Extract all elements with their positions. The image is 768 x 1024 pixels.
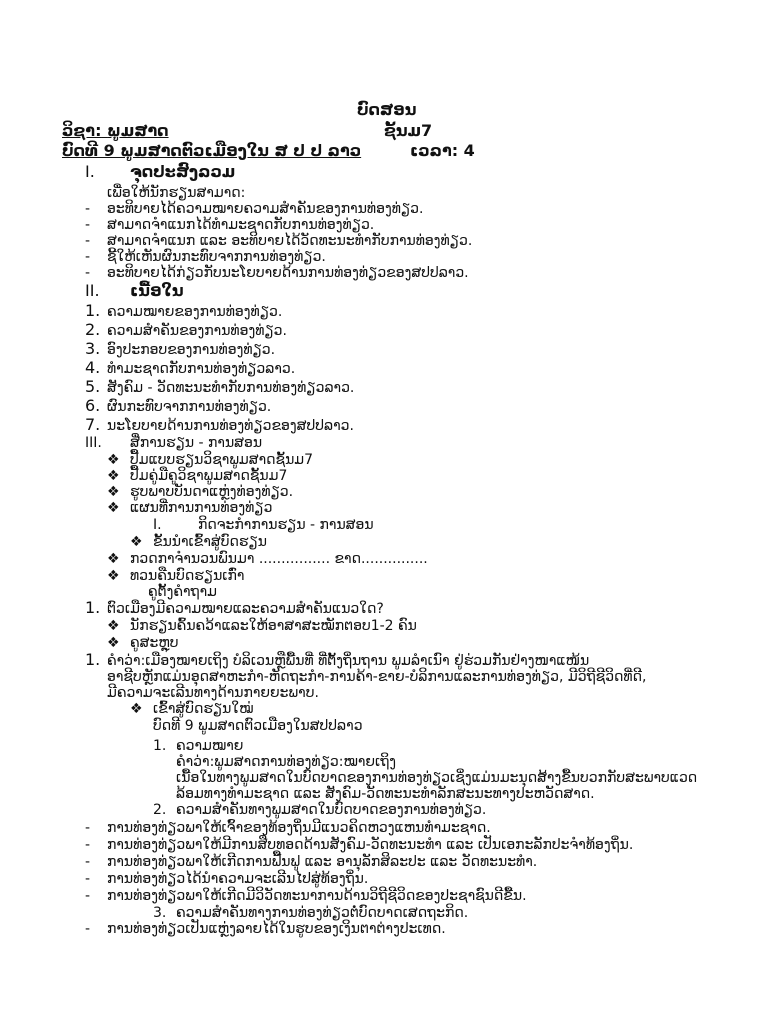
- importance-item: ການທ່ອງທ່ຽວໄດ້ນຳຄວາມຈະເລີນໄປສູ່ທ້ອງຖິ່ນ.: [107, 871, 369, 887]
- subsection-number: 2.: [153, 802, 167, 818]
- diamond-bullet-icon: ❖: [107, 568, 120, 584]
- dash-marker: -: [85, 871, 91, 887]
- step-intro: ຂັ້ນນຳເຂົ້າສູ່ບົດຮຽນ: [153, 534, 267, 550]
- subsection-number: 1.: [153, 738, 167, 754]
- objective-item: ສາມາດຈຳແນກໄດ້ທຳມະຊາດກັບການທ່ອງທ່ຽວ.: [107, 217, 375, 233]
- content-item-number: 7.: [85, 415, 101, 434]
- lesson-title: ບົດທີ 9 ພູມສາດຕົວເມືອງໃນ ສ ປ ປ ລາວ: [62, 141, 362, 160]
- diamond-bullet-icon: ❖: [130, 701, 143, 717]
- diamond-bullet-icon: ❖: [107, 500, 120, 516]
- content-item-number: 1.: [85, 301, 101, 320]
- review-lesson: ທວນຄືນບົດຮຽນເກົ່າ: [130, 568, 245, 584]
- diamond-bullet-icon: ❖: [107, 618, 120, 634]
- section-3-title: ສື່ການຮຽນ - ການສອນ: [130, 435, 263, 451]
- content-item-text: ອົງປະກອບຂອງການທ່ອງທ່ຽວ.: [107, 342, 276, 358]
- dash-marker: -: [85, 201, 91, 217]
- document-heading: ບົດສອນ: [357, 100, 417, 119]
- content-item-number: 2.: [85, 320, 101, 339]
- question-heading: ຄູຕັ້ງຄຳຖາມ: [148, 584, 217, 600]
- answer-line: ອາຊີບຫຼັກແມ່ນອຸດສາຫະກຳ-ຫັດຖະກຳ-ການຄ້າ-ຂາຍ-ບໍລິການແລະການທ່ອງທ່ຽວ, ມີວິຖີຊີວິດທີ່ດີ,: [107, 669, 647, 685]
- subsection-title: ຄວາມສຳຄັນທາງພູມສາດໃນບົດບາດຂອງການທ່ອງທ່ຽວ.: [176, 802, 487, 818]
- dash-marker: -: [85, 888, 91, 904]
- content-item-number: 3.: [85, 339, 101, 358]
- definition-line: ລ້ອມທາງທຳມະຊາດ ແລະ ສັງຄົມ-ວັດທະນະທຳລັກສະນະທາງປະຫວັດສາດ.: [176, 786, 595, 802]
- answer-line: ມີຄວາມຈະເລີນທາງດ້ານກາຍຍະພາບ.: [107, 685, 319, 701]
- content-item-number: 5.: [85, 377, 101, 396]
- content-item-text: ນະໂຍບາຍດ້ານການທ່ອງທ່ຽວຂອງສປປລາວ.: [107, 418, 354, 434]
- activities-title: ກິດຈະກຳການຮຽນ - ການສອນ: [198, 517, 374, 533]
- new-lesson-title: ບົດທີ 9 ພູມສາດຕົວເມືອງໃນສປປລາວ: [153, 718, 363, 734]
- question-text: ຕົວເມືອງມີຄວາມໝາຍແລະຄວາມສຳຄັນແນວໃດ?: [107, 601, 384, 617]
- subject-value: ພູມສາດ: [107, 121, 169, 140]
- diamond-bullet-icon: ❖: [107, 484, 120, 500]
- objective-item: ຊີ້ໃຫ້ເຫັນຜົນກະທົບຈາກການທ່ອງທ່ຽວ.: [107, 249, 326, 265]
- content-item-text: ຄວາມໝາຍຂອງການທ່ອງທ່ຽວ.: [107, 304, 283, 320]
- content-item-text: ຄວາມສຳຄັນຂອງການທ່ອງທ່ຽວ.: [107, 323, 287, 339]
- lesson-time: ເວລາ: 4: [410, 141, 475, 160]
- objective-item: ອະທິບາຍໄດ້ກ່ຽວກັບນະໂຍບາຍດ້ານການທ່ອງທ່ຽວຂອງສປປລາວ.: [107, 265, 469, 281]
- answer-line: ຄຳວ່າ:ເມືອງໝາຍເຖິງ ບໍລິເວນຫຼືພື້ນທີ່ ທີ່ຕັ້ງຖິ່ນຖານ ພູມລຳເນົາ ຢູ່ຮ່ວມກັນຢ່າງໜາແໜ້ນ: [107, 653, 590, 669]
- section-1-title: ຈຸດປະສົງລວມ: [130, 162, 236, 181]
- activities-number: I.: [153, 517, 162, 533]
- diamond-bullet-icon: ❖: [107, 468, 120, 484]
- answer-number: 1.: [85, 650, 101, 669]
- objective-item: ອະທິບາຍໄດ້ຄວາມໝາຍຄວາມສຳຄັນຂອງການທ່ອງທ່ຽວ.: [107, 201, 424, 217]
- importance-item: ການທ່ອງທ່ຽວພາໃຫ້ມີການສືບທອດດ້ານສັງຄົມ-ວັດທະນະທຳ ແລະ ເປັນເອກະລັກປະຈຳທ້ອງຖິ່ນ.: [107, 837, 634, 853]
- content-item-text: ທຳມະຊາດກັບການທ່ອງທ່ຽວລາວ.: [107, 361, 296, 377]
- content-item-number: 4.: [85, 358, 101, 377]
- question-instruction: ນັກຮຽນຄົ້ນຄວ້າແລະໃຫ້ອາສາສະໝັກຕອບ1-2 ຄົນ: [130, 618, 417, 634]
- section-2-title: ເນື້ອໃນ: [130, 281, 184, 300]
- dash-marker: -: [85, 265, 91, 281]
- subsection-number: 3.: [153, 905, 167, 921]
- subsection-title: ຄວາມໝາຍ: [176, 738, 244, 754]
- subsection-title: ຄວາມສຳຄັນທາງການທ່ອງທ່ຽວຕໍ່ບົດບາດເສດຖະກິດ.: [176, 905, 469, 921]
- diamond-bullet-icon: ❖: [107, 452, 120, 468]
- question-number: 1.: [85, 598, 101, 617]
- definition-line: ຄຳວ່າ:ພູມສາດການທ່ອງທ່ຽວ:ໝາຍເຖິງ: [176, 754, 397, 770]
- subject-label: ວິຊາ:: [62, 121, 102, 140]
- material-item: ແຜນທີ່ການການທ່ອງທ່ຽວ: [130, 500, 273, 516]
- attendance-check: ກວດກາຈຳນວນພົນມາ ................ ຂາດ...............: [130, 551, 428, 567]
- section-3-number: III.: [85, 435, 102, 451]
- economic-item: ການທ່ອງທ່ຽວເປັນແຫຼ່ງລາຍໄດ້ໃນຮູບຂອງເງິນຕາຕ່າງປະເທດ.: [107, 921, 446, 937]
- content-item-text: ຜົນກະທົບຈາກການທ່ອງທ່ຽວ.: [107, 399, 272, 415]
- dash-marker: -: [85, 249, 91, 265]
- grade: ຊັ້ນມ7: [384, 121, 433, 140]
- objective-item: ສາມາດຈຳແນກ ແລະ ອະທິບາຍໄດ້ວັດທະນະທຳກັບການທ່ອງທ່ຽວ.: [107, 233, 473, 249]
- subject-line: [62, 122, 169, 140]
- section-1-number: I.: [85, 162, 95, 181]
- diamond-bullet-icon: ❖: [107, 551, 120, 567]
- material-item: ປື້ມແບບຮຽນວິຊາພູມສາດຊັ້ນມ7: [130, 452, 314, 468]
- section-1-intro: ເພື່ອໃຫ້ນັກຮຽນສາມາດ:: [107, 185, 246, 201]
- importance-item: ການທ່ອງທ່ຽວພາໃຫ້ເຈົ້າຂອງທ້ອງຖິ່ນມີແນວຄິດຫວງແຫນທຳມະຊາດ.: [107, 820, 491, 836]
- dash-marker: -: [85, 837, 91, 853]
- importance-item: ການທ່ອງທ່ຽວພາໃຫ້ເກີດມີວິວັດທະນາການດ້ານວິຖີຊີວິດຂອງປະຊາຊົນດີຂື້ນ.: [107, 888, 527, 904]
- material-item: ປື້ມຄູ່ມືຄູວິຊາພູມສາດຊັ້ນມ7: [130, 468, 288, 484]
- section-2-number: II.: [85, 281, 100, 300]
- content-item-text: ສັງຄົມ - ວັດທະນະທຳກັບການທ່ອງທ່ຽວລາວ.: [107, 380, 355, 396]
- teacher-summary: ຄູສະຫຼຸບ: [130, 635, 179, 651]
- dash-marker: -: [85, 233, 91, 249]
- definition-line: ເນື້ອໃນທາງພູມສາດໃນບົດບາດຂອງການທ່ອງທ່ຽວເຊິ່ງແມ່ນມະນຸດສ້າງຂື້ນບວກກັບສະພາບແວດ: [176, 770, 698, 786]
- importance-item: ການທ່ອງທ່ຽວພາໃຫ້ເກີດການຟື້ນຟູ ແລະ ອານຸລັກສິລະປະ ແລະ ວັດທະນະທຳ.: [107, 854, 538, 870]
- dash-marker: -: [85, 854, 91, 870]
- dash-marker: -: [85, 217, 91, 233]
- diamond-bullet-icon: ❖: [107, 635, 120, 651]
- content-item-number: 6.: [85, 396, 101, 415]
- material-item: ຮູບພາບບັນດາແຫຼ່ງທ່ອງທ່ຽວ.: [130, 484, 294, 500]
- dash-marker: -: [85, 820, 91, 836]
- diamond-bullet-icon: ❖: [130, 534, 143, 550]
- new-lesson-label: ເຂົ້າສູ່ບົດຮຽນໃໝ່: [153, 701, 254, 717]
- dash-marker: -: [85, 921, 91, 937]
